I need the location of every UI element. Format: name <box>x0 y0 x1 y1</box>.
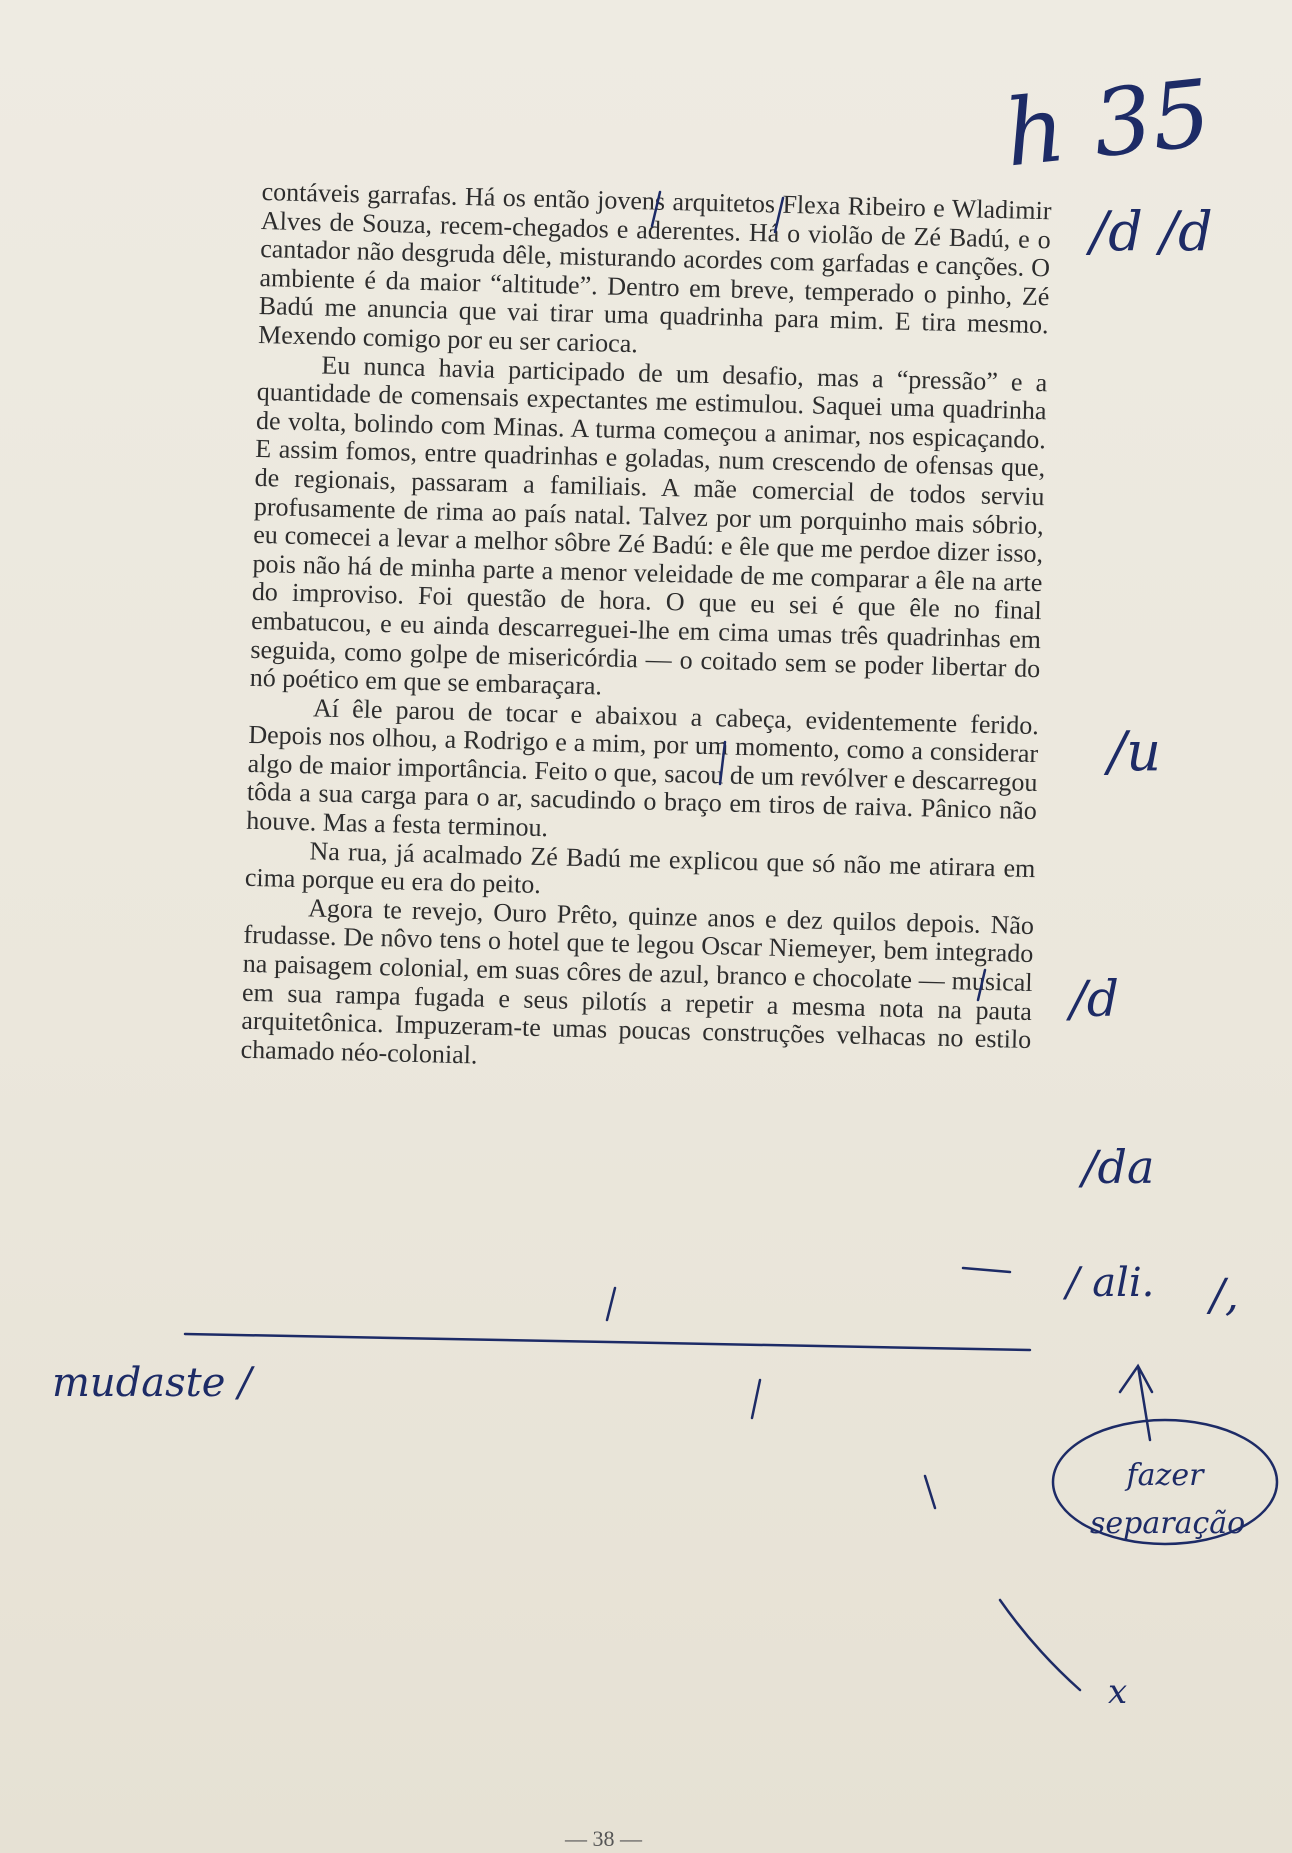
note-bubble <box>1053 1420 1277 1544</box>
handwritten-correction-2: /u <box>1108 720 1161 783</box>
handwritten-correction-6: /, <box>1210 1270 1239 1321</box>
handwritten-correction-5: / ali. <box>1066 1260 1155 1306</box>
connector-line <box>1000 1600 1080 1690</box>
page-folio: — 38 — <box>565 1826 642 1851</box>
handwritten-correction-4: /da <box>1082 1140 1155 1194</box>
slash-mark <box>978 970 985 1000</box>
slash-mark <box>720 742 725 784</box>
paragraph-2: Eu nunca havia participado de um desafio, mas a “pressão” e a quantidade de comensais expectantes me estimulou. Saquei uma quadrinha de volta, bolindo com Minas. A turma começou a animar, nos espicaçando. E assim fomos, entre quadrinhas e goladas, num crescendo de ofensas que, de regionais, passaram a familiais. A mãe comercial de todos serviu profusamente de rima ao país natal. Talvez por um porquinho mais sóbrio, eu comecei a levar a melhor sôbre Zé Badú: e êle que me perdoe dizer isso, pois não há de minha parte a menor veleidade de me comparar a êle na arte do improviso. Foi questão de hora. O que eu sei é que êle no final embatucou, e eu ainda descarreguei-lhe em cima umas três quadrinhas em seguida, como golpe de misericórdia — o coitado sem se poder libertar do nó poético em que se embaraçara. <box>249 350 1048 701</box>
slash-mark <box>652 192 660 226</box>
separator-line <box>185 1334 1030 1350</box>
paragraph-5: Agora te revejo, Ouro Prêto, quinze anos e dez quilos depois. Não frudasse. De nôvo tens o hotel que te legou Oscar Niemeyer, bem integrado na paisagem colonial, em suas côres de azul, branco e chocolate — musical em sua rampa fugada e seus pilotís a repetir a mesma nota na pauta arquitetônica. Impuzeram-te umas poucas construções velhacas no estilo chamado néo-colonial. <box>240 893 1035 1070</box>
slash-mark <box>775 198 783 232</box>
arrow-mark <box>1120 1366 1152 1440</box>
handwritten-x-mark: x <box>1108 1672 1128 1712</box>
paragraph-3: Aí êle parou de tocar e abaixou a cabeça, evidentemente ferido. Depois nos olhou, a Rodrigo e a mim, por um momento, como a considerar algo de maior importância. Feito o que, sacou de um revólver e descarregou tôda a sua carga para o ar, sacudindo o braço em tiros de raiva. Pânico não houve. Mas a festa terminou. <box>245 693 1040 843</box>
handwritten-page-number: h 35 <box>999 59 1216 188</box>
underline-mark <box>963 1268 1010 1272</box>
handwritten-correction-1: /d /d <box>1090 200 1213 263</box>
paragraph-1: contáveis garrafas. Há os então jovens arquitetos Flexa Ribeiro e Wladimir Alves de Souza, recem-chegados e aderentes. Há o violão de Zé Badú, e o cantador não desgruda dêle, misturando acordes com garfadas e canções. O ambiente é da maior “altitude”. Dentro em breve, temperado o pinho, Zé Badú me anuncia que vai tirar uma quadrinha para mim. E tira mesmo. Mexendo comigo por eu ser carioca. <box>257 177 1052 359</box>
slash-mark <box>607 1288 615 1320</box>
paragraph-4: Na rua, já acalmado Zé Badú me explicou que só não me atirara em cima porque eu era do peito. <box>244 836 1036 900</box>
slash-mark <box>925 1476 935 1508</box>
handwritten-bubble-note: fazer separação <box>1090 1458 1246 1541</box>
handwritten-correction-3: /d <box>1070 970 1119 1028</box>
slash-mark <box>752 1380 760 1418</box>
handwritten-left-note: mudaste / <box>52 1360 252 1406</box>
